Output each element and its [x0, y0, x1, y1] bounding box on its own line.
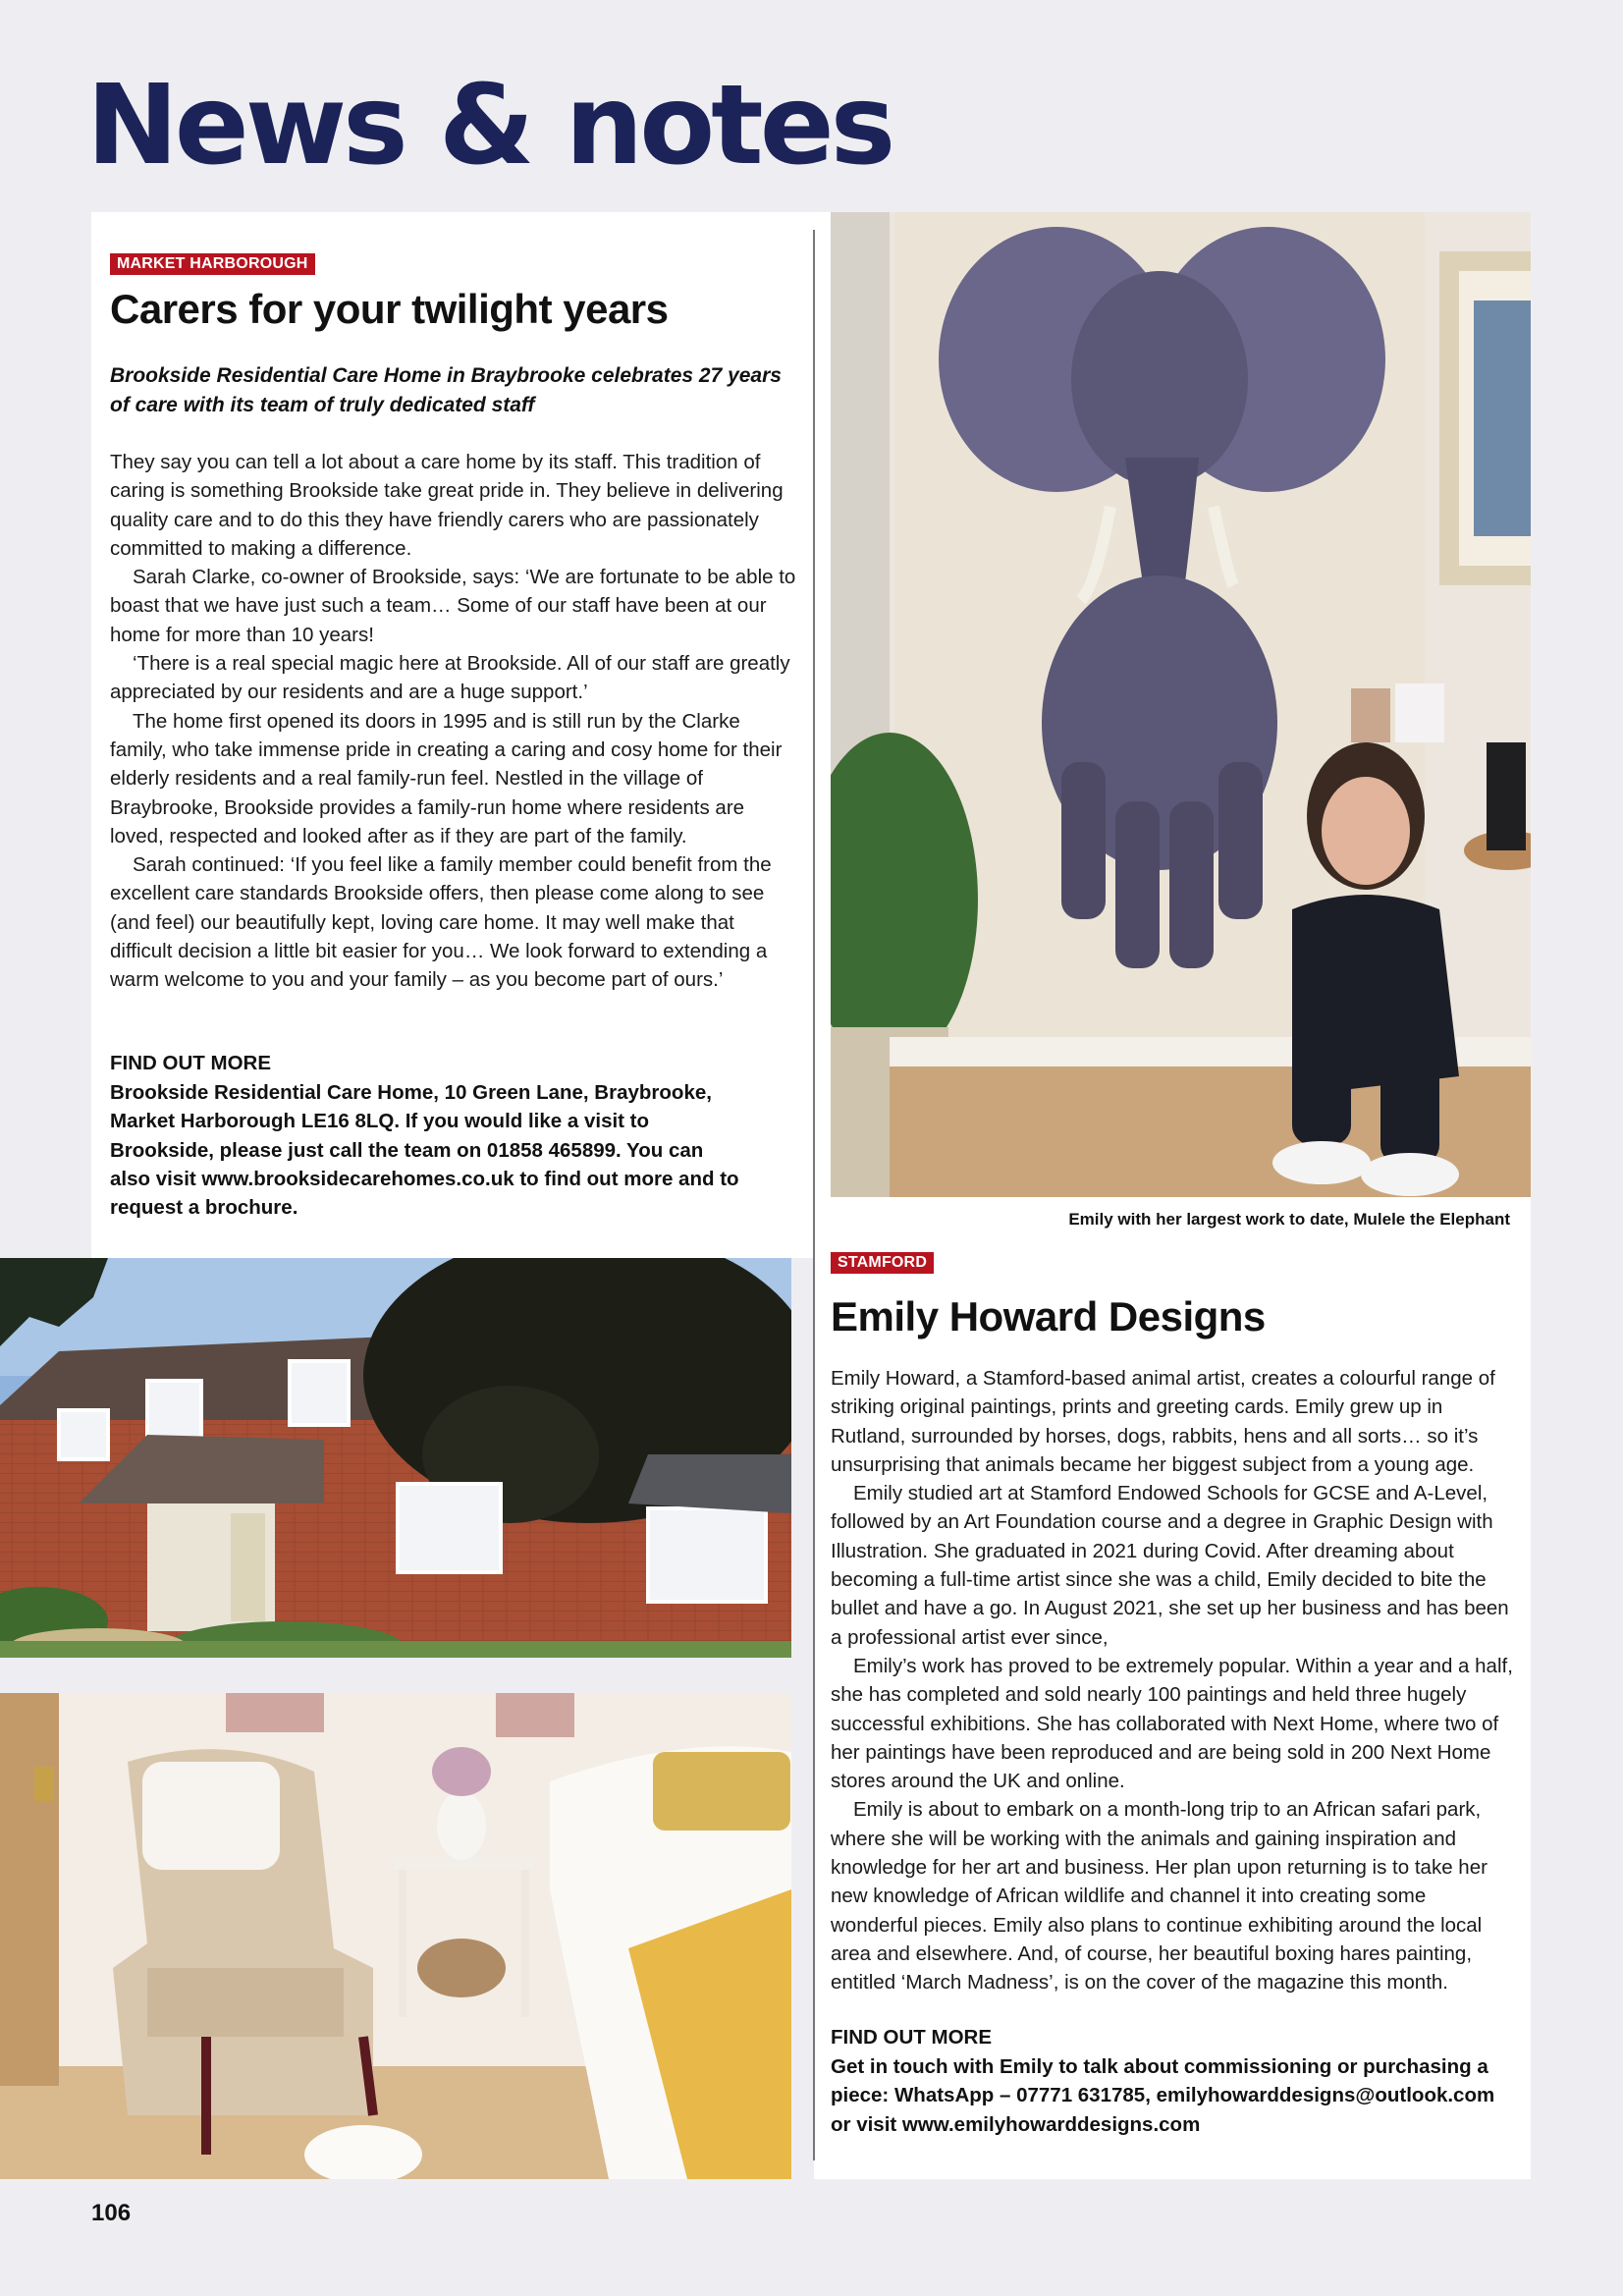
article1-headline: Carers for your twilight years	[110, 286, 669, 332]
page-number: 106	[91, 2200, 132, 2226]
article2-find-out-more-text: Get in touch with Emily to talk about commissioning or purchasing a piece: WhatsApp – 07771 631785, emilyhowarddesigns@outlook.com or visit www.emilyhowarddesigns.com	[831, 2055, 1495, 2136]
article1-paragraph: Sarah Clarke, co-owner of Brookside, says: ‘We are fortunate to be able to boast that we have just such a team… Some of our staff have been at our home for more than 10 years!	[110, 566, 796, 646]
article1-paragraph: The home first opened its doors in 1995 and is still run by the Clarke family, who take immense pride in creating a caring and cosy home for their elderly residents and a real family-run feel. Nestled in the village of Braybrooke, Brookside provides a family-run home where residents are loved, respected and looked after as if they are part of the family.	[110, 709, 783, 847]
emily-elephant-photo	[831, 212, 1531, 1197]
article1-paragraph: They say you can tell a lot about a care home by its staff. This tradition of caring is something Brookside take great pride in. They believe in delivering quality care and to do this they have friendly carers who are passionately committed to making a difference.	[110, 451, 784, 560]
care-home-bedroom-photo	[0, 1693, 791, 2179]
article2-tag-wrap	[831, 1252, 934, 1274]
article2-paragraph: Emily’s work has proved to be extremely popular. Within a year and a half, she has completed and sold nearly 100 paintings and held three hugely successful exhibitions. She has collaborated with Next Home, where two of her paintings have been reproduced and are being sold in 200 Next Home stores around the UK and online.	[831, 1654, 1513, 1793]
column-divider	[813, 230, 815, 2160]
article2-paragraph: Emily Howard, a Stamford-based animal artist, creates a colourful range of striking original paintings, prints and greeting cards. Emily grew up in Rutland, surrounded by horses, dogs, rabbits, hens and all sorts… so it’s unsurprising that animals became her biggest subject from a young age.	[831, 1367, 1495, 1476]
article1-find-out-more-title: FIND OUT MORE	[110, 1052, 271, 1074]
location-tag: MARKET HARBOROUGH	[110, 253, 315, 275]
photo-caption: Emily with her largest work to date, Mulele the Elephant	[1068, 1210, 1510, 1229]
article2-find-out-more-title: FIND OUT MORE	[831, 2026, 992, 2049]
article1-paragraph: ‘There is a real special magic here at Brookside. All of our staff are greatly appreciated by our residents and are a huge support.’	[110, 652, 790, 704]
article1-tag-wrap	[110, 253, 315, 275]
care-home-exterior-photo	[0, 1258, 791, 1658]
article2-paragraph: Emily studied art at Stamford Endowed Schools for GCSE and A-Level, followed by an Art Foundation course and a degree in Graphic Design with Illustration. She graduated in 2021 during Covid. After dreaming about becoming a full-time artist since she was a child, Emily decided to bite the bullet and have a go. In August 2021, she set up her business and has been a professional artist ever since,	[831, 1482, 1509, 1649]
article1-find-out-more-text: Brookside Residential Care Home, 10 Green Lane, Braybrooke, Market Harborough LE16 8LQ. If you would like a visit to Brookside, please just call the team on 01858 465899. You can also visit www.brooksidecarehomes.co.uk to find out more and to request a brochure.	[110, 1081, 739, 1220]
article2-body	[831, 1364, 1518, 1997]
article1-standfirst: Brookside Residential Care Home in Braybrooke celebrates 27 years of care with its team of truly dedicated staff	[110, 364, 782, 416]
article1-body	[110, 448, 797, 995]
page-heading: News & notes	[86, 62, 893, 190]
article2-paragraph: Emily is about to embark on a month-long trip to an African safari park, where she will be working with the animals and gaining inspiration and knowledge for her art and business. Her plan upon returning is to take her new knowledge of African wildlife and channel it into creating some wonderful pieces. Emily also plans to continue exhibiting around the local area and elsewhere. And, of course, her beautiful boxing hares painting, entitled ‘March Madness’, is on the cover of the magazine this month.	[831, 1798, 1488, 1995]
article1-paragraph: Sarah continued: ‘If you feel like a family member could benefit from the excellent care standards Brookside offers, then please come along to see (and feel) our beautifully kept, loving care home. It may well make that difficult decision a little bit easier for you… We look forward to extending a warm welcome to you and your family – as you become part of ours.’	[110, 853, 772, 992]
article2-headline: Emily Howard Designs	[831, 1293, 1266, 1339]
location-tag: STAMFORD	[831, 1252, 934, 1274]
